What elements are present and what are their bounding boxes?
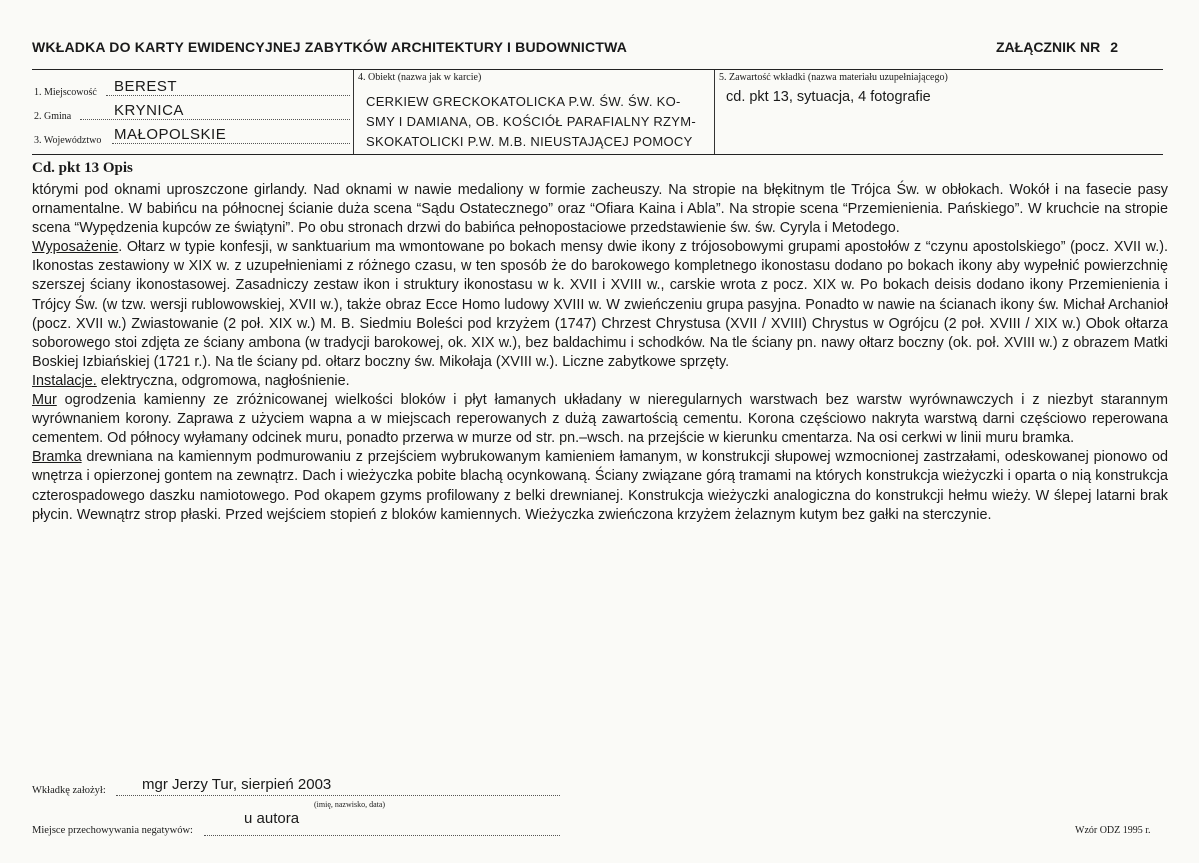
bottom-rule <box>32 154 1163 155</box>
instalacje-text: elektryczna, odgromowa, nagłośnienie. <box>96 372 350 389</box>
object-line: SKOKATOLICKI P.W. M.B. NIEUSTAJĄCEJ POMOCY <box>366 134 693 149</box>
attachment-number: 2 <box>1110 39 1119 55</box>
storage-dots <box>204 835 560 836</box>
wyposazenie-heading: Wyposażenie <box>32 239 119 256</box>
storage-value: u autora <box>244 810 300 827</box>
miejscowosc-field <box>34 78 350 100</box>
author-dots <box>116 795 560 796</box>
gmina-field <box>34 102 350 124</box>
author-value: mgr Jerzy Tur, sierpień 2003 <box>142 776 332 793</box>
miejscowosc-label: 1. Miejscowość <box>34 87 97 98</box>
description-body <box>32 181 1168 525</box>
column-divider-2 <box>714 70 715 154</box>
mur-heading: Mur <box>32 392 57 409</box>
attachment-label: ZAŁĄCZNIK NR <box>996 39 1101 55</box>
mur-paragraph <box>32 391 1168 448</box>
section-title: Cd. pkt 13 Opis <box>32 160 133 176</box>
wojewodztwo-dots <box>112 143 350 144</box>
instalacje-paragraph <box>32 372 1168 391</box>
bramka-heading: Bramka <box>32 449 82 466</box>
miejscowosc-value: BEREST <box>114 78 178 95</box>
author-hint: (imię, nazwisko, data) <box>314 800 386 809</box>
bramka-paragraph <box>32 448 1168 524</box>
attachment-header <box>996 39 1118 55</box>
top-rule <box>32 69 1163 70</box>
wojewodztwo-label: 3. Województwo <box>34 135 102 146</box>
form-version: Wzór ODZ 1995 r. <box>1075 825 1151 836</box>
storage-label: Miejsce przechowywania negatywów: <box>32 825 193 836</box>
form-title: WKŁADKA DO KARTY EWIDENCYJNEJ ZABYTKÓW ARCHITEKTURY I BUDOWNICTWA <box>32 39 628 55</box>
object-line: CERKIEW GRECKOKATOLICKA P.W. ŚW. ŚW. KO- <box>366 94 681 109</box>
wyposazenie-text: . Ołtarz w typie konfesji, w sanktuarium ma wmontowane po bokach mensy dwie ikony z trójosobowymi grupami apostołów z “czynu apostolskiego” (pocz. XVII w.). Ikonostas zestawiony w XIX w. z uzupełnieniami z różnego czasu, w ten sposób że do barokowego kompletnego ikonostasu dodano po bokach ikony aby wypełnić powierzchnię szerszej ściany ikonostasowej. Zasadniczy zestaw ikon i struktury ikonostasu w k. XVII i XVIII w., carskie wrota z pocz. XIX w. Po bokach deisis dodano ikony Przemienienia i Trójcy Św. (w tzw. wersji rublowowskiej, XVII w.), także obraz Ecce Homo ludowy XVIII w. W zwieńczeniu grupa pasyjna. Ponadto w nawie na ścianach ikony św. Michał Archanioł (pocz. XVII w.) Zwiastowanie (2 poł. XIX w.) M. B. Siedmiu Boleści pod krzyżem (1747) Chrzest Chrystusa (XVII / XVIII) Chrystus w Ogrójcu (2 poł. XVIII / XIX w.) Obok ołtarza soborowego stoi zdjęta ze ściany ambona (w tradycji barokowej, ok. XIX w.), bez baldachimu i schodków. Na tle ściany pn. nawy ołtarz boczny (ok. poł. XVIII w.) z obrazem Matki Boskiej Izbiańskiej (1721 r.). Na tle ściany pd. ołtarz boczny św. Mikołaja (XVIII w.). Liczne zabytkowe sprzęty. <box>32 239 1168 370</box>
wojewodztwo-value: MAŁOPOLSKIE <box>114 126 227 143</box>
gmina-dots <box>80 119 350 120</box>
instalacje-heading: Instalacje. <box>32 372 97 389</box>
gmina-value: KRYNICA <box>114 102 184 119</box>
bramka-text: drewniana na kamiennym podmurowaniu z przejściem wybrukowanym kamieniem łamanym, w konstrukcji słupowej wzmocnionej zastrzałami, odeskowanej pionowo od wnętrza i opierzonej gontem na zewnątrz. Dach i wieżyczka pobite blachą ocynkowaną. Ściany związane górą tramami na których konstrukcja wieżyczki i oparta o nią konstrukcja czterospadowego daszku namiotowego. Pod okapem gzyms profilowany z belki drewnianej. Konstrukcja wieżyczki analogiczna do konstrukcji hełmu wieży. W ślepej latarni brak płycin. Wewnątrz strop płaski. Przed wejściem stopień z bloków kamiennych. Wieżyczka zwieńczona krzyżem żelaznym kutym bez gałki na sterczynie. <box>32 449 1168 523</box>
miejscowosc-dots <box>106 95 350 96</box>
object-label: 4. Obiekt (nazwa jak w karcie) <box>358 72 482 83</box>
gmina-label: 2. Gmina <box>34 111 72 122</box>
contents-label: 5. Zawartość wkładki (nazwa materiału uzupełniającego) <box>719 72 948 83</box>
object-name <box>366 92 708 152</box>
wojewodztwo-field <box>34 126 350 148</box>
author-label: Wkładkę założył: <box>32 785 106 796</box>
object-line: SMY I DAMIANA, OB. KOŚCIÓŁ PARAFIALNY RZYM- <box>366 114 697 129</box>
intro-paragraph: którymi pod oknami uproszczone girlandy. Nad oknami w nawie medaliony w formie zacheuszy. Na stropie na błękitnym tle Trójca Św. w obłokach. Wokół i na fasecie pasy ornamentalne. W babińcu na północnej ścianie duża scena “Sądu Ostatecznego” oraz “Ofiara Kaina i Abla”. Na stropie scena “Przemienienia. Pańskiego”. W kruchcie na stropie scena “Wypędzenia kupców ze świątyni”. Po obu stronach drzwi do babińca pełnopostaciowe przedstawienie św. św. Cyryla i Metodego. <box>32 182 1168 237</box>
wyposazenie-paragraph <box>32 238 1168 372</box>
column-divider-1 <box>353 70 354 154</box>
contents-value: cd. pkt 13, sytuacja, 4 fotografie <box>726 89 931 105</box>
mur-text: ogrodzenia kamienny ze zróżnicowanej wielkości bloków i płyt łamanych układany w nieregularnych warstwach bez warstw wyrównawczych i z niezbyt starannym wyrównaniem korony. Zaprawa z użyciem wapna a w miejscach reperowanych z dużą zawartością cementu. Korona częściowo nakryta warstwą darni częściowo reperowana cementem. Od północy wyłamany odcinek muru, ponadto przerwa w murze od str. pn.–wsch. na przejście w kierunku cmentarza. Na osi cerkwi w linii muru bramka. <box>32 392 1168 447</box>
